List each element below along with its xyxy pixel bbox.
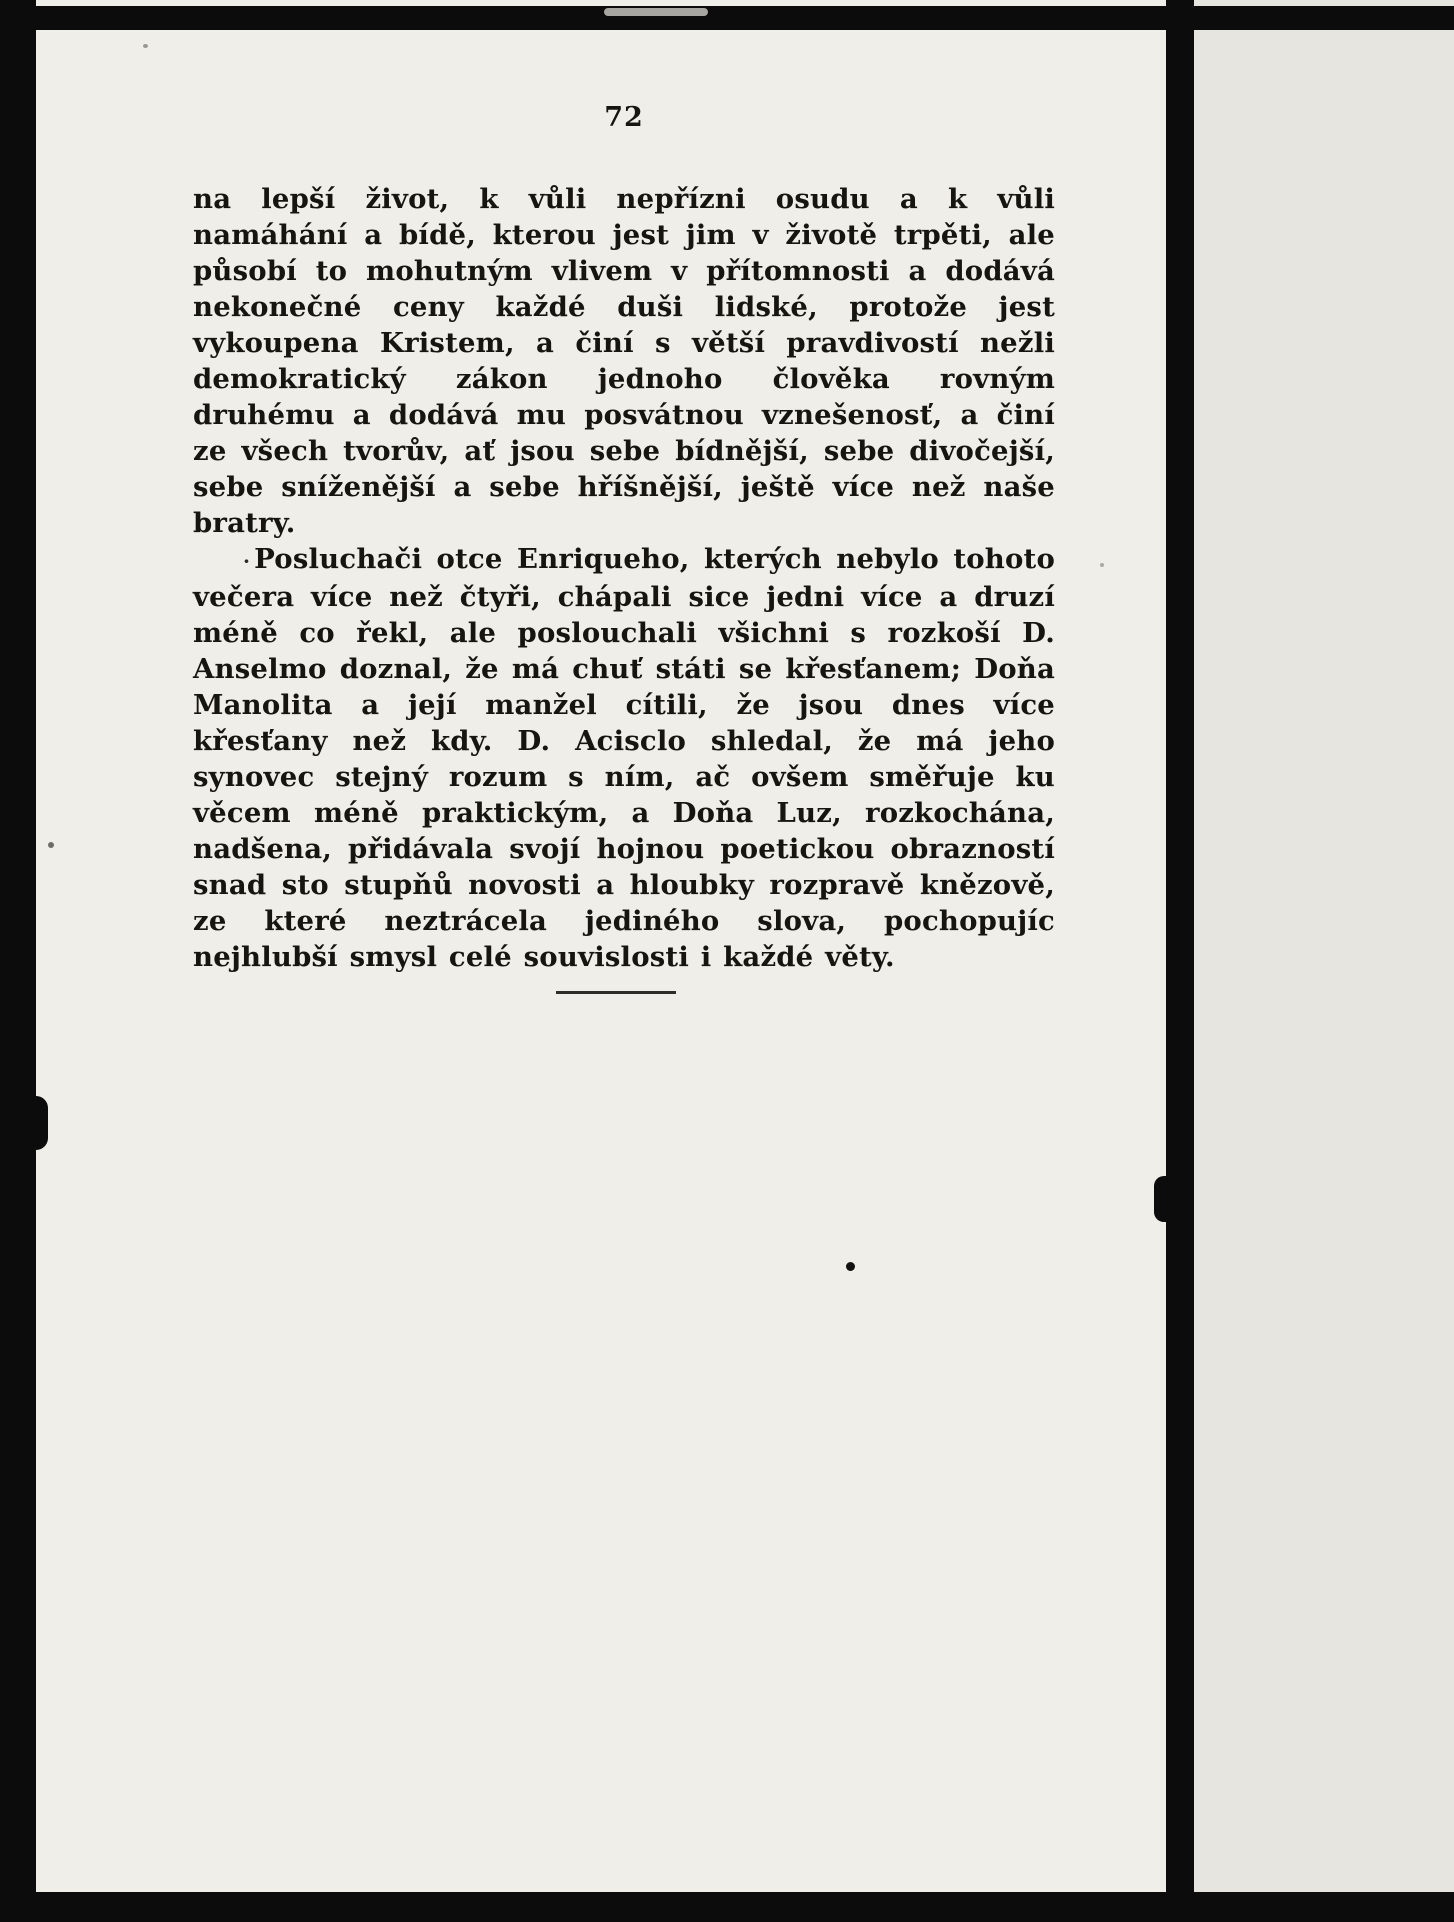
scan-speck <box>143 44 148 48</box>
paragraph-text: na lepší život, k vůli nepřízni osudu a k vůli namáhání a bídě, kterou jest jim v životě trpěti, ale působí to mohutným vlivem v přítomnosti a dodává nekonečné ceny každé duši lidské, protože jest vykoupena Kristem, a činí s větší pravdivostí nežli demokratický zákon jednoho člověka rovným druhému a dodává mu posvátnou vznešenosť, a činí ze všech tvorův, ať jsou sebe bídnější, sebe divočejší, sebe sníženější a sebe hříšnější, ještě více než naše bratry. <box>193 183 1055 539</box>
print-artifact-lead-mark: · <box>243 548 251 573</box>
paragraph <box>193 181 1055 541</box>
ink-dot-artifact <box>846 1262 855 1271</box>
left-edge-ink-blot <box>0 1096 48 1150</box>
scan-bottom-edge <box>0 1892 1454 1922</box>
scan-speck <box>1100 563 1104 567</box>
right-edge-ink-blot <box>1154 1176 1176 1222</box>
page-number: 72 <box>604 102 644 133</box>
scan-top-edge-light-gap <box>604 8 708 16</box>
scan-top-edge <box>0 6 1454 30</box>
scan-right-edge-band <box>1166 0 1194 1922</box>
scan-right-margin <box>1194 0 1454 1922</box>
scan-speck <box>48 842 54 848</box>
body-text-block <box>193 181 1055 975</box>
paragraph <box>193 541 1055 975</box>
section-divider-rule <box>556 991 676 994</box>
scan-left-edge <box>0 0 36 1922</box>
paragraph-text: Posluchači otce Enriqueho, kterých nebylo tohoto večera více než čtyři, chápali sice jedni více a druzí méně co řekl, ale poslouchali všichni s rozkoší D. Anselmo doznal, že má chuť státi se křesťanem; Doňa Manolita a její manžel cítili, že jsou dnes více křesťany než kdy. D. Acisclo shledal, že má jeho synovec stejný rozum s ním, ač ovšem směřuje ku věcem méně praktickým, a Doňa Luz, rozkochána, nadšena, přidávala svojí hojnou poetickou obrazností snad sto stupňů novosti a hloubky rozpravě knězově, ze které neztrácela jediného slova, pochopujíc nejhlubší smysl celé souvislosti i každé věty. <box>193 543 1055 973</box>
